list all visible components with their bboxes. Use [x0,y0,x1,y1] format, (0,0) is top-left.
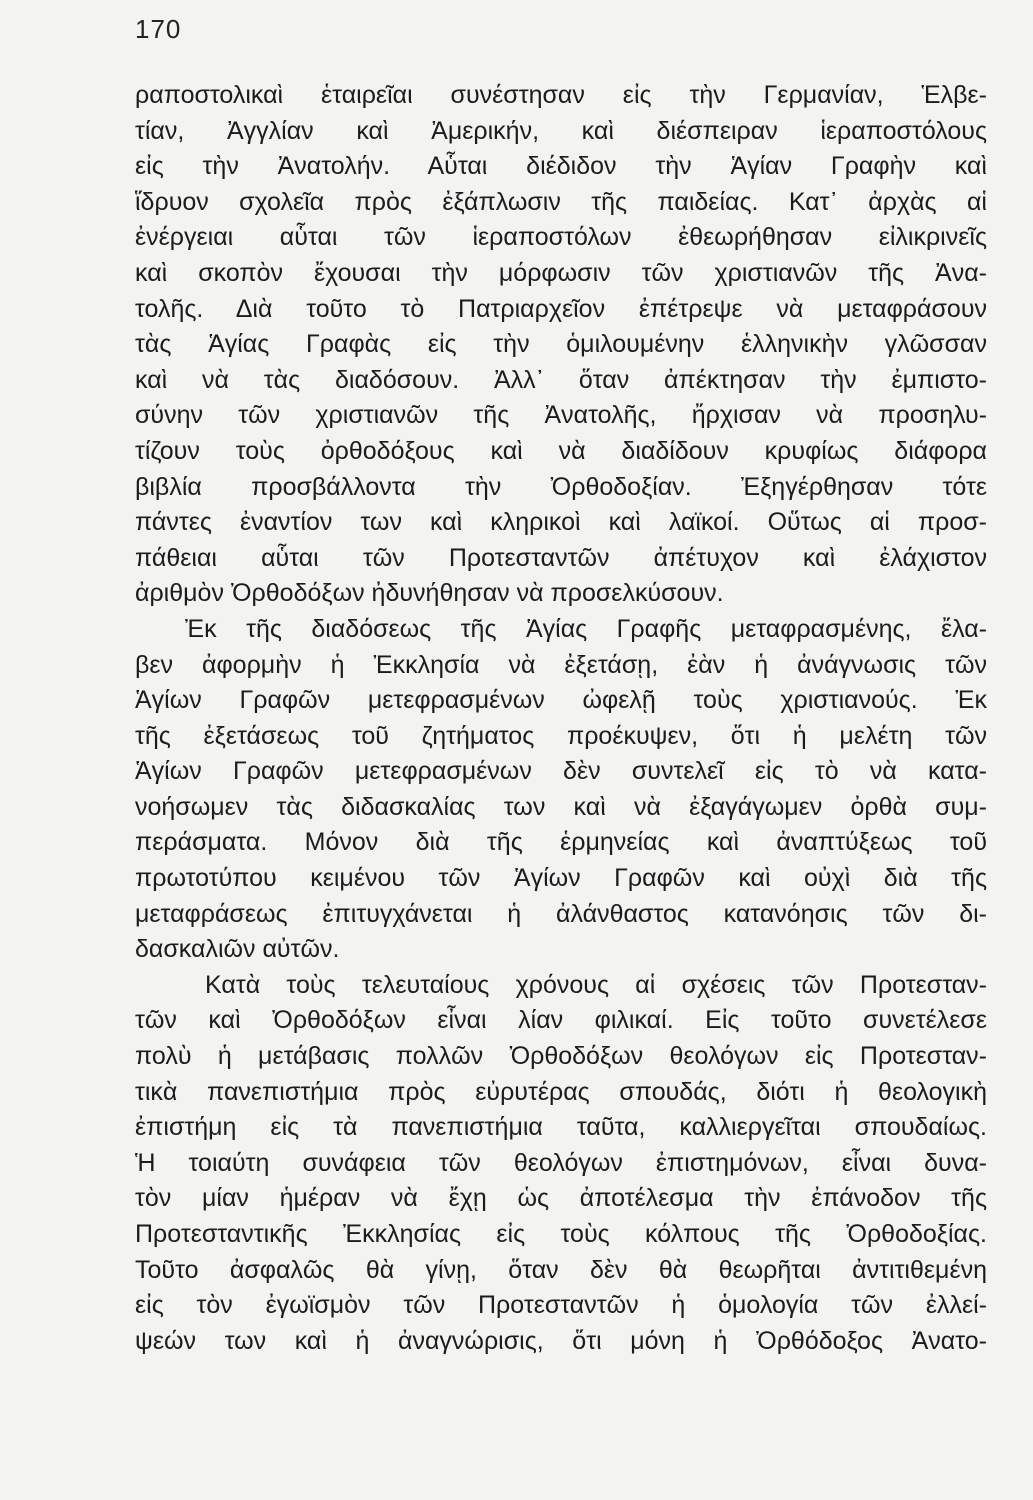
text-line: περάσματα. Μόνον διὰ τῆς ἑρμηνείας καὶ ἀναπτύξεως τοῦ [135,828,987,857]
text-line: καὶ σκοπὸν ἔχουσαι τὴν μόρφωσιν τῶν χριστιανῶν τῆς Ἀνα- [135,258,987,287]
text-line: βεν ἀφορμὴν ἡ Ἐκκλησία νὰ ἐξετάσῃ, ἐὰν ἡ ἀνάγνωσις τῶν [135,650,987,679]
page-number: 170 [135,14,182,44]
text-line: ἐπιστήμη εἰς τὰ πανεπιστήμια ταῦτα, καλλιεργεῖται σπουδαίως. [135,1113,987,1142]
text-line: Ἁγίων Γραφῶν μετεφρασμένων δὲν συντελεῖ εἰς τὸ νὰ κατα- [135,757,987,786]
text-line: Ἁγίων Γραφῶν μετεφρασμένων ὠφελῇ τοὺς χριστιανούς. Ἐκ [135,686,987,715]
text-line: ἐνέργειαι αὗται τῶν ἱεραποστόλων ἐθεωρήθησαν εἰλικρινεῖς [135,223,987,252]
text-line: τίζουν τοὺς ὀρθοδόξους καὶ νὰ διαδίδουν κρυφίως διάφορα [135,436,987,465]
text-line: δασκαλιῶν αὐτῶν. [135,935,340,964]
text-line: εἰς τὸν ἐγωϊσμὸν τῶν Προτεσταντῶν ἡ ὁμολογία τῶν ἐλλεί- [135,1291,987,1320]
text-line: εἰς τὴν Ἀνατολήν. Αὗται διέδιδον τὴν Ἁγίαν Γραφὴν καὶ [135,152,987,181]
text-line: τολῆς. Διὰ τοῦτο τὸ Πατριαρχεῖον ἐπέτρεψε νὰ μεταφράσουν [135,294,987,323]
text-line: τίαν, Ἀγγλίαν καὶ Ἀμερικήν, καὶ διέσπειραν ἱεραποστόλους [135,116,987,145]
text-line: τῆς ἐξετάσεως τοῦ ζητήματος προέκυψεν, ὅτι ἡ μελέτη τῶν [135,721,987,750]
text-line: πάντες ἐναντίον των καὶ κληρικοὶ καὶ λαϊκοί. Οὕτως αἱ προσ- [135,508,987,537]
text-line: πολὺ ἡ μετάβασις πολλῶν Ὀρθοδόξων θεολόγων εἰς Προτεσταν- [135,1042,987,1071]
text-line: τὰς Ἁγίας Γραφὰς εἰς τὴν ὁμιλουμένην ἑλληνικὴν γλῶσσαν [135,330,987,359]
text-line: Ἡ τοιαύτη συνάφεια τῶν θεολόγων ἐπιστημόνων, εἶναι δυνα- [135,1148,987,1177]
body-text [135,78,987,1359]
text-line: ραποστολικαὶ ἑταιρεῖαι συνέστησαν εἰς τὴν Γερμανίαν, Ἑλβε- [135,81,987,109]
text-line: Προτεσταντικῆς Ἐκκλησίας εἰς τοὺς κόλπους τῆς Ὀρθοδοξίας. [135,1220,987,1248]
text-line: Τοῦτο ἀσφαλῶς θὰ γίνῃ, ὅταν δὲν θὰ θεωρῆται ἀντιτιθεμένη [135,1255,987,1284]
text-line: τῶν καὶ Ὀρθοδόξων εἶναι λίαν φιλικαί. Εἰς τοῦτο συνετέλεσε [135,1006,987,1035]
text-line: τὸν μίαν ἡμέραν νὰ ἔχῃ ὡς ἀποτέλεσμα τὴν ἐπάνοδον τῆς [135,1184,987,1213]
text-line: ἀριθμὸν Ὀρθοδόξων ἠδυνήθησαν νὰ προσελκύσουν. [135,579,724,608]
text-line: νοήσωμεν τὰς διδασκαλίας των καὶ νὰ ἐξαγάγωμεν ὀρθὰ συμ- [135,792,987,821]
text-line: καὶ νὰ τὰς διαδόσουν. Ἀλλ᾿ ὅταν ἀπέκτησαν τὴν ἐμπιστο- [135,365,987,394]
text-line: μεταφράσεως ἐπιτυγχάνεται ἡ ἀλάνθαστος κατανόησις τῶν δι- [135,899,987,928]
text-line: σύνην τῶν χριστιανῶν τῆς Ἀνατολῆς, ἤρχισαν νὰ προσηλυ- [135,401,987,430]
text-line: ψεών των καὶ ἡ ἀναγνώρισις, ὅτι μόνη ἡ Ὀρθόδοξος Ἀνατο- [135,1326,987,1355]
text-line: ἵδρυον σχολεῖα πρὸς ἐξάπλωσιν τῆς παιδείας. Κατ᾿ ἀρχὰς αἱ [135,187,987,216]
text-line: πάθειαι αὗται τῶν Προτεσταντῶν ἀπέτυχον καὶ ἐλάχιστον [135,543,987,572]
text-line: Ἐκ τῆς διαδόσεως τῆς Ἁγίας Γραφῆς μεταφρασμένης, ἔλα- [185,614,987,643]
text-line: τικὰ πανεπιστήμια πρὸς εὐρυτέρας σπουδάς, διότι ἡ θεολογικὴ [135,1077,987,1106]
text-line: πρωτοτύπου κειμένου τῶν Ἁγίων Γραφῶν καὶ οὐχὶ διὰ τῆς [135,864,987,893]
text-line: βιβλία προσβάλλοντα τὴν Ὀρθοδοξίαν. Ἐξηγέρθησαν τότε [135,472,987,501]
text-line: Κατὰ τοὺς τελευταίους χρόνους αἱ σχέσεις τῶν Προτεσταν- [205,970,987,999]
